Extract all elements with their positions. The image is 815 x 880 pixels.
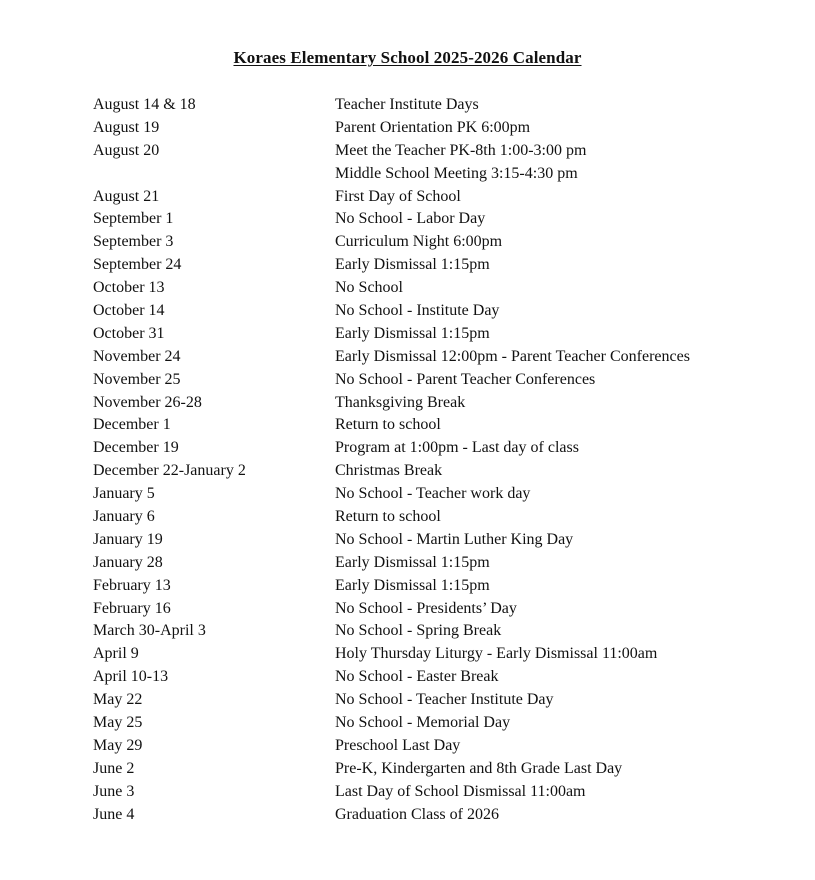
row-date: December 19 — [93, 439, 179, 457]
row-event: Program at 1:00pm - Last day of class — [335, 439, 579, 457]
row-event: Early Dismissal 1:15pm — [335, 576, 490, 594]
calendar-row — [93, 506, 793, 529]
calendar-row — [93, 575, 793, 598]
row-event: No School - Spring Break — [335, 622, 502, 640]
row-event: Holy Thursday Liturgy - Early Dismissal 11:00am — [335, 645, 658, 663]
calendar-row — [93, 552, 793, 575]
row-date: January 28 — [93, 553, 163, 571]
row-event: Early Dismissal 1:15pm — [335, 324, 490, 342]
calendar-row — [93, 300, 793, 323]
row-date: February 13 — [93, 576, 171, 594]
row-event: No School - Martin Luther King Day — [335, 530, 574, 548]
row-event: No School - Institute Day — [335, 302, 500, 320]
row-date: November 24 — [93, 347, 181, 365]
calendar-row — [93, 140, 793, 163]
calendar-row — [93, 781, 793, 804]
row-event: No School - Labor Day — [335, 210, 486, 228]
row-event: Parent Orientation PK 6:00pm — [335, 118, 531, 136]
row-event: Graduation Class of 2026 — [335, 805, 499, 823]
calendar-row — [93, 414, 793, 437]
row-event: Thanksgiving Break — [335, 393, 466, 411]
row-date: October 31 — [93, 324, 165, 342]
row-event: Teacher Institute Days — [335, 96, 479, 113]
row-date: December 22-January 2 — [93, 462, 246, 480]
row-date: May 22 — [93, 691, 143, 709]
calendar-row — [93, 323, 793, 346]
calendar-row — [93, 163, 793, 186]
calendar-row — [93, 369, 793, 392]
row-date: September 1 — [93, 210, 174, 228]
row-date: November 26-28 — [93, 393, 202, 411]
calendar-row — [93, 186, 793, 209]
row-date: June 2 — [93, 759, 135, 777]
calendar-row — [93, 460, 793, 483]
row-event: No School - Easter Break — [335, 668, 499, 686]
calendar-row — [93, 666, 793, 689]
calendar-row — [93, 483, 793, 506]
row-date: March 30-April 3 — [93, 622, 206, 640]
row-event: Meet the Teacher PK-8th 1:00-3:00 pm — [335, 141, 587, 159]
row-event: No School - Teacher Institute Day — [335, 691, 554, 709]
row-date: May 25 — [93, 714, 143, 732]
calendar-row — [93, 94, 793, 117]
row-event: Return to school — [335, 416, 441, 434]
row-date: October 13 — [93, 279, 165, 297]
row-event: Early Dismissal 1:15pm — [335, 553, 490, 571]
row-date: June 4 — [93, 805, 135, 823]
row-event: Middle School Meeting 3:15-4:30 pm — [335, 164, 578, 182]
calendar-row — [93, 735, 793, 758]
row-date: January 6 — [93, 508, 155, 526]
calendar-row — [93, 758, 793, 781]
row-event: Christmas Break — [335, 462, 443, 480]
calendar-row — [93, 346, 793, 369]
calendar-row — [93, 689, 793, 712]
row-date: October 14 — [93, 302, 165, 320]
row-date: June 3 — [93, 782, 135, 800]
row-date — [93, 163, 335, 186]
row-date: January 19 — [93, 530, 163, 548]
row-event: Last Day of School Dismissal 11:00am — [335, 782, 586, 800]
calendar-row — [93, 392, 793, 415]
calendar-row — [93, 712, 793, 735]
row-date: September 24 — [93, 256, 182, 274]
row-event: No School - Memorial Day — [335, 714, 511, 732]
calendar-row — [93, 277, 793, 300]
row-event: No School - Teacher work day — [335, 485, 531, 503]
row-date: August 20 — [93, 141, 160, 159]
calendar-title: Koraes Elementary School 2025-2026 Calendar — [233, 48, 582, 67]
calendar-row — [93, 117, 793, 140]
row-event: First Day of School — [335, 187, 461, 205]
row-date: April 10-13 — [93, 668, 169, 686]
row-event: Preschool Last Day — [335, 736, 461, 754]
calendar-row — [93, 208, 793, 231]
row-date: September 3 — [93, 233, 174, 251]
row-date: December 1 — [93, 416, 171, 434]
calendar-row — [93, 231, 793, 254]
row-event: No School - Parent Teacher Conferences — [335, 370, 596, 388]
calendar-row — [93, 804, 793, 827]
calendar-row — [93, 254, 793, 277]
row-date: August 21 — [93, 187, 160, 205]
row-date: November 25 — [93, 370, 181, 388]
calendar-row — [93, 437, 793, 460]
calendar-row — [93, 643, 793, 666]
calendar-list — [93, 94, 793, 827]
row-event: Early Dismissal 1:15pm — [335, 256, 490, 274]
row-event: No School - Presidents’ Day — [335, 599, 517, 617]
row-date: May 29 — [93, 736, 143, 754]
row-date: April 9 — [93, 645, 139, 663]
calendar-row — [93, 620, 793, 643]
row-event: No School — [335, 279, 403, 297]
row-event: Early Dismissal 12:00pm - Parent Teacher Conferences — [335, 347, 690, 365]
calendar-row — [93, 529, 793, 552]
row-date: August 14 & 18 — [93, 96, 196, 113]
row-event: Return to school — [335, 508, 441, 526]
row-date: February 16 — [93, 599, 171, 617]
row-event: Pre-K, Kindergarten and 8th Grade Last Day — [335, 759, 623, 777]
calendar-row — [93, 598, 793, 621]
row-event: Curriculum Night 6:00pm — [335, 233, 503, 251]
row-date: January 5 — [93, 485, 155, 503]
row-date: August 19 — [93, 118, 160, 136]
